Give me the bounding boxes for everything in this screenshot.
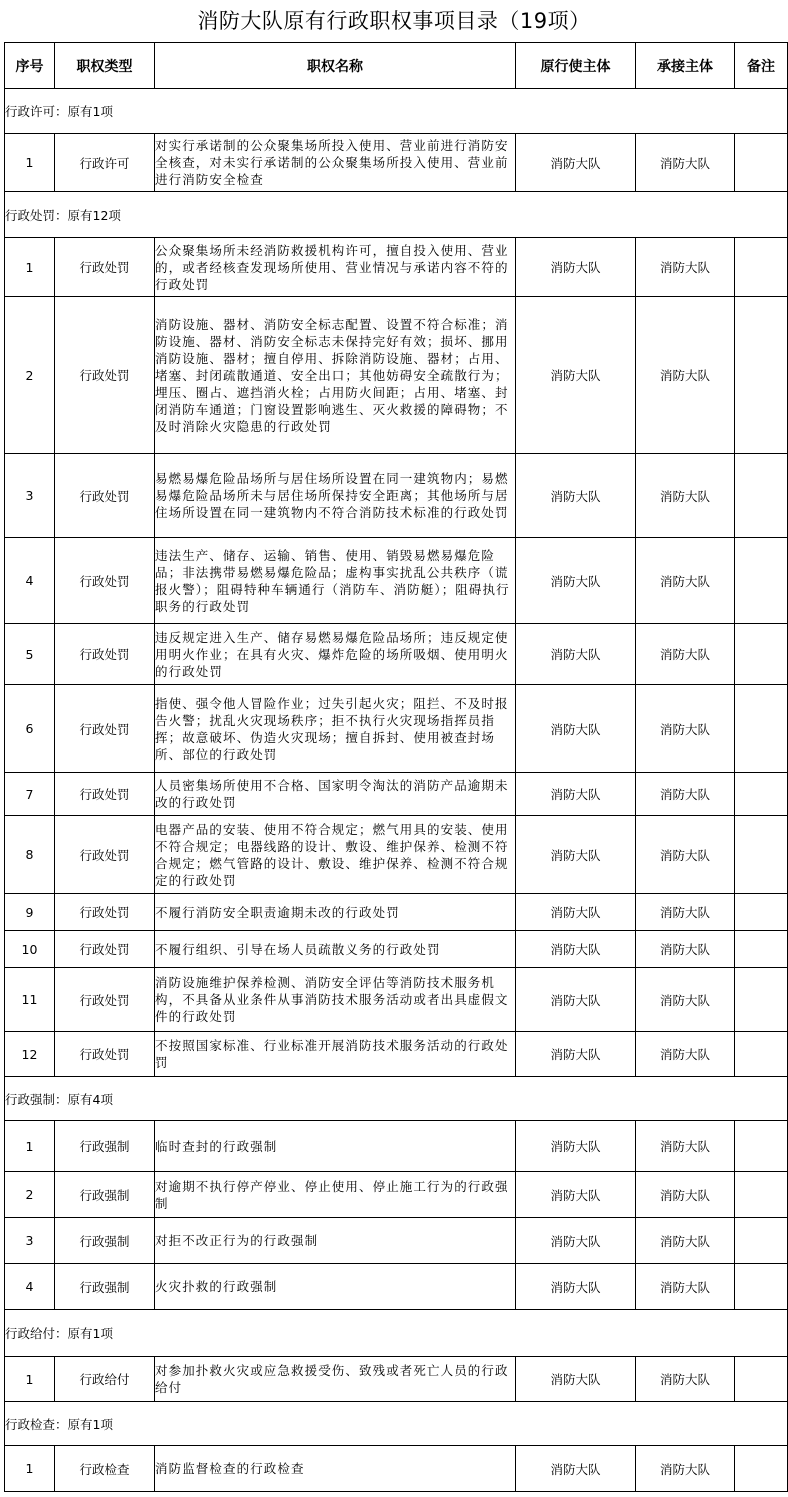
cell-authority-type: 行政处罚 [55,685,155,773]
cell-note [735,1357,788,1402]
cell-note [735,538,788,624]
cell-authority-type: 行政处罚 [55,624,155,685]
cell-number: 2 [5,1172,55,1218]
cell-note [735,624,788,685]
cell-number: 1 [5,238,55,297]
cell-authority-name: 易燃易爆危险品场所与居住场所设置在同一建筑物内；易燃易爆危险品场所未与居住场所保持安全距离；其他场所与居住场所设置在同一建筑物内不符合消防技术标准的行政处罚 [155,454,516,538]
cell-note [735,1121,788,1172]
table-row [5,931,788,968]
cell-authority-name: 临时查封的行政强制 [155,1121,516,1172]
table-row [5,1357,788,1402]
cell-authority-name: 消防设施维护保养检测、消防安全评估等消防技术服务机构，不具备从业条件从事消防技术服务活动或者出具虚假文件的行政处罚 [155,968,516,1032]
cell-authority-type: 行政处罚 [55,894,155,931]
table-row [5,134,788,192]
cell-original-subject: 消防大队 [516,968,636,1032]
cell-receiving-subject: 消防大队 [636,931,735,968]
table-row [5,538,788,624]
cell-receiving-subject: 消防大队 [636,624,735,685]
cell-authority-type: 行政处罚 [55,454,155,538]
cell-authority-name: 指使、强令他人冒险作业；过失引起火灾；阻拦、不及时报告火警；扰乱火灾现场秩序；拒不执行火灾现场指挥员指挥；故意破坏、伪造火灾现场；擅自拆封、使用被查封场所、部位的行政处罚 [155,685,516,773]
cell-original-subject: 消防大队 [516,1032,636,1077]
cell-note [735,968,788,1032]
cell-note [735,816,788,894]
cell-authority-name: 不履行组织、引导在场人员疏散义务的行政处罚 [155,931,516,968]
table-row [5,1264,788,1310]
cell-authority-name: 火灾扑救的行政强制 [155,1264,516,1310]
header-note: 备注 [735,43,788,89]
cell-authority-type: 行政强制 [55,1172,155,1218]
cell-receiving-subject: 消防大队 [636,134,735,192]
header-name: 职权名称 [155,43,516,89]
cell-authority-name: 消防设施、器材、消防安全标志配置、设置不符合标准；消防设施、器材、消防安全标志未保持完好有效；损坏、挪用消防设施、器材；擅自停用、拆除消防设施、器材；占用、堵塞、封闭疏散通道、安全出口；其他妨碍安全疏散行为；埋压、圈占、遮挡消火栓；占用防火间距；占用、堵塞、封闭消防车通道；门窗设置影响逃生、灭火救援的障碍物；不及时消除火灾隐患的行政处罚 [155,297,516,454]
table-row [5,624,788,685]
cell-receiving-subject: 消防大队 [636,1032,735,1077]
cell-number: 11 [5,968,55,1032]
cell-authority-name: 不履行消防安全职责逾期未改的行政处罚 [155,894,516,931]
cell-note [735,931,788,968]
header-no: 序号 [5,43,55,89]
cell-receiving-subject: 消防大队 [636,1172,735,1218]
cell-authority-name: 违反规定进入生产、储存易燃易爆危险品场所；违反规定使用明火作业；在具有火灾、爆炸危险的场所吸烟、使用明火的行政处罚 [155,624,516,685]
cell-authority-name: 消防监督检查的行政检查 [155,1446,516,1492]
cell-original-subject: 消防大队 [516,773,636,816]
table-row [5,894,788,931]
cell-receiving-subject: 消防大队 [636,238,735,297]
cell-number: 6 [5,685,55,773]
cell-original-subject: 消防大队 [516,624,636,685]
cell-authority-type: 行政强制 [55,1264,155,1310]
table-row [5,1032,788,1077]
cell-number: 8 [5,816,55,894]
table-row [5,1172,788,1218]
cell-authority-type: 行政处罚 [55,931,155,968]
cell-number: 3 [5,1218,55,1264]
cell-authority-type: 行政处罚 [55,1032,155,1077]
cell-receiving-subject: 消防大队 [636,1357,735,1402]
section-row [5,89,788,134]
cell-authority-type: 行政处罚 [55,297,155,454]
cell-original-subject: 消防大队 [516,134,636,192]
cell-receiving-subject: 消防大队 [636,538,735,624]
cell-original-subject: 消防大队 [516,538,636,624]
cell-original-subject: 消防大队 [516,238,636,297]
cell-number: 10 [5,931,55,968]
cell-receiving-subject: 消防大队 [636,1264,735,1310]
cell-number: 2 [5,297,55,454]
cell-number: 9 [5,894,55,931]
cell-note [735,894,788,931]
cell-authority-type: 行政给付 [55,1357,155,1402]
section-label: 行政许可：原有1项 [5,89,788,134]
cell-original-subject: 消防大队 [516,297,636,454]
section-row [5,192,788,238]
cell-receiving-subject: 消防大队 [636,816,735,894]
table-row [5,816,788,894]
cell-receiving-subject: 消防大队 [636,1446,735,1492]
cell-original-subject: 消防大队 [516,931,636,968]
cell-receiving-subject: 消防大队 [636,685,735,773]
table-row [5,238,788,297]
cell-note [735,1446,788,1492]
cell-authority-name: 对逾期不执行停产停业、停止使用、停止施工行为的行政强制 [155,1172,516,1218]
cell-authority-name: 人员密集场所使用不合格、国家明令淘汰的消防产品逾期未改的行政处罚 [155,773,516,816]
cell-authority-type: 行政处罚 [55,816,155,894]
cell-note [735,1172,788,1218]
cell-receiving-subject: 消防大队 [636,1121,735,1172]
cell-note [735,134,788,192]
cell-note [735,454,788,538]
cell-authority-name: 对拒不改正行为的行政强制 [155,1218,516,1264]
authority-table [4,42,788,1492]
cell-receiving-subject: 消防大队 [636,894,735,931]
cell-receiving-subject: 消防大队 [636,297,735,454]
cell-original-subject: 消防大队 [516,1357,636,1402]
cell-authority-name: 不按照国家标准、行业标准开展消防技术服务活动的行政处罚 [155,1032,516,1077]
table-row [5,773,788,816]
cell-note [735,297,788,454]
cell-number: 7 [5,773,55,816]
section-row [5,1310,788,1357]
header-type: 职权类型 [55,43,155,89]
table-body [5,89,788,1492]
cell-receiving-subject: 消防大队 [636,773,735,816]
cell-authority-type: 行政处罚 [55,773,155,816]
cell-authority-type: 行政处罚 [55,538,155,624]
cell-authority-type: 行政处罚 [55,238,155,297]
cell-authority-name: 对参加扑救火灾或应急救援受伤、致残或者死亡人员的行政给付 [155,1357,516,1402]
cell-authority-type: 行政强制 [55,1121,155,1172]
cell-authority-type: 行政检查 [55,1446,155,1492]
section-label: 行政强制：原有4项 [5,1077,788,1121]
cell-original-subject: 消防大队 [516,454,636,538]
section-label: 行政处罚：原有12项 [5,192,788,238]
cell-number: 4 [5,538,55,624]
cell-number: 3 [5,454,55,538]
cell-note [735,1032,788,1077]
cell-authority-name: 公众聚集场所未经消防救援机构许可，擅自投入使用、营业的，或者经核查发现场所使用、营业情况与承诺内容不符的行政处罚 [155,238,516,297]
cell-authority-type: 行政许可 [55,134,155,192]
cell-number: 5 [5,624,55,685]
header-row [5,43,788,89]
cell-authority-name: 电器产品的安装、使用不符合规定；燃气用具的安装、使用不符合规定；电器线路的设计、敷设、维护保养、检测不符合规定；燃气管路的设计、敷设、维护保养、检测不符合规定的行政处罚 [155,816,516,894]
cell-number: 1 [5,134,55,192]
cell-number: 1 [5,1446,55,1492]
cell-number: 1 [5,1121,55,1172]
cell-receiving-subject: 消防大队 [636,1218,735,1264]
cell-authority-type: 行政处罚 [55,968,155,1032]
cell-note [735,1264,788,1310]
cell-original-subject: 消防大队 [516,1446,636,1492]
cell-original-subject: 消防大队 [516,1218,636,1264]
table-row [5,1446,788,1492]
cell-receiving-subject: 消防大队 [636,454,735,538]
cell-original-subject: 消防大队 [516,1264,636,1310]
cell-original-subject: 消防大队 [516,685,636,773]
cell-original-subject: 消防大队 [516,1172,636,1218]
table-row [5,968,788,1032]
cell-note [735,773,788,816]
header-receiving-subject: 承接主体 [636,43,735,89]
section-label: 行政给付：原有1项 [5,1310,788,1357]
cell-authority-name: 对实行承诺制的公众聚集场所投入使用、营业前进行消防安全核查，对未实行承诺制的公众聚集场所投入使用、营业前进行消防安全检查 [155,134,516,192]
page-title: 消防大队原有行政职权事项目录（19项） [197,9,591,33]
cell-authority-name: 违法生产、储存、运输、销售、使用、销毁易燃易爆危险品；非法携带易燃易爆危险品；虚构事实扰乱公共秩序（谎报火警）；阻碍特种车辆通行（消防车、消防艇）；阻碍执行职务的行政处罚 [155,538,516,624]
header-original-subject: 原行使主体 [516,43,636,89]
cell-note [735,685,788,773]
table-row [5,685,788,773]
cell-number: 12 [5,1032,55,1077]
section-label: 行政检查：原有1项 [5,1402,788,1446]
table-row [5,297,788,454]
table-row [5,1218,788,1264]
table-row [5,454,788,538]
table-row [5,1121,788,1172]
cell-receiving-subject: 消防大队 [636,968,735,1032]
section-row [5,1402,788,1446]
cell-note [735,1218,788,1264]
cell-original-subject: 消防大队 [516,1121,636,1172]
cell-original-subject: 消防大队 [516,894,636,931]
cell-number: 4 [5,1264,55,1310]
section-row [5,1077,788,1121]
cell-number: 1 [5,1357,55,1402]
cell-authority-type: 行政强制 [55,1218,155,1264]
cell-original-subject: 消防大队 [516,816,636,894]
cell-note [735,238,788,297]
